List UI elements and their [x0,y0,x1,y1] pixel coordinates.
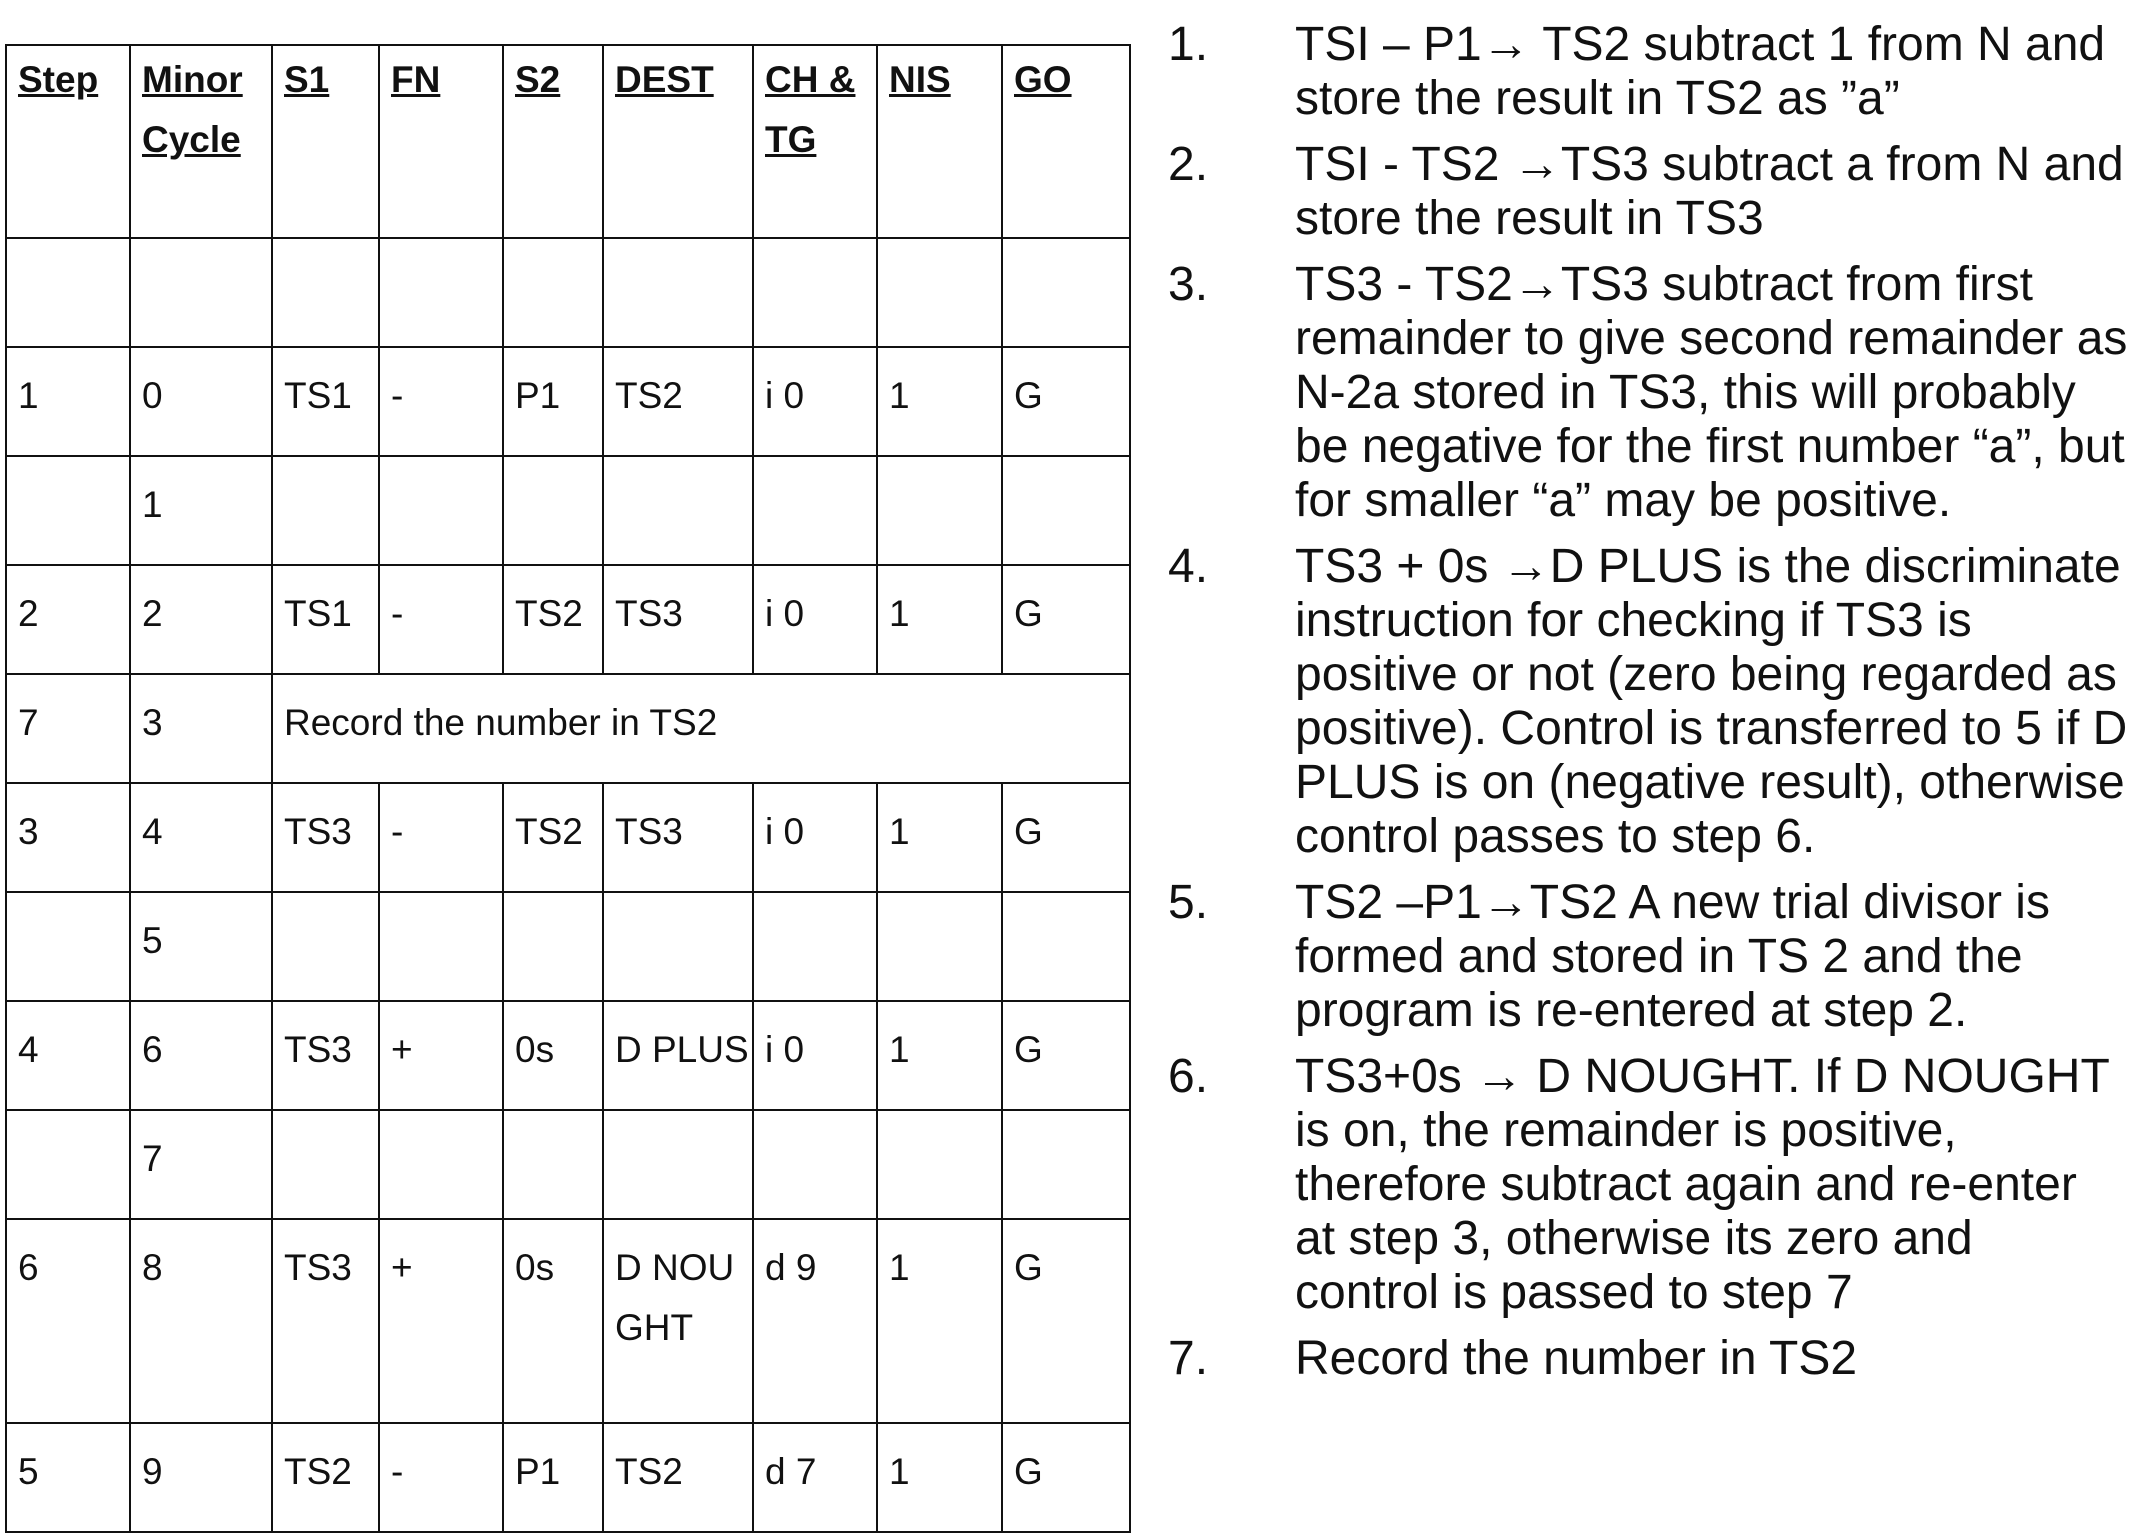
table-cell: 1 [877,1423,1002,1532]
note-number: 7. [1168,1332,1209,1385]
note-text: TS3 - TS2→TS3 subtract from first remainder to give second remainder as N-2a stored in TS3, this will probably be negative for the first number “a”, but for smaller “a” may be positive. [1295,258,2128,527]
table-cell: 9 [130,1423,272,1532]
table-cell [603,892,753,1001]
table-cell [272,456,379,565]
header-s2: S2 [503,45,603,238]
header-step: Step [6,45,130,238]
table-cell: 4 [6,1001,130,1110]
table-row [6,565,1130,674]
header-fn: FN [379,45,503,238]
table-cell [603,1110,753,1219]
notes-list [1168,18,2128,1398]
table-cell: D PLUS [603,1001,753,1110]
table-cell: D NOUGHT [603,1219,753,1423]
table-cell: 4 [130,783,272,892]
table-cell [603,456,753,565]
table-row [6,456,1130,565]
table-cell: 1 [877,1219,1002,1423]
table-cell [379,238,503,347]
table-row [6,238,1130,347]
table-cell: i 0 [753,347,877,456]
table-cell: G [1002,565,1130,674]
table-cell: TS1 [272,565,379,674]
header-minor-cycle: Minor Cycle [130,45,272,238]
note-item [1168,18,2128,126]
table-cell [379,1110,503,1219]
table-row [6,1423,1130,1532]
table-cell: d 9 [753,1219,877,1423]
table-cell [1002,456,1130,565]
note-number: 4. [1168,540,1209,593]
note-item [1168,258,2128,528]
table-cell: 0s [503,1001,603,1110]
table-cell: 0s [503,1219,603,1423]
table-cell: TS3 [603,565,753,674]
table-cell: TS2 [603,347,753,456]
table-cell: TS3 [272,1219,379,1423]
table-cell: 1 [6,347,130,456]
table-header-row [6,45,1130,238]
table-cell: 8 [130,1219,272,1423]
table-cell: 1 [130,456,272,565]
table-cell: TS2 [603,1423,753,1532]
note-number: 5. [1168,876,1209,929]
table-row [6,1001,1130,1110]
table-cell [6,1110,130,1219]
note-number: 2. [1168,138,1209,191]
note-text: TS3+0s → D NOUGHT. If D NOUGHT is on, the remainder is positive, therefore subtract again and re-enter at step 3, otherwise its zero and control is passed to step 7 [1295,1050,2109,1319]
note-text: TSI - TS2 →TS3 subtract a from N and store the result in TS3 [1295,138,2124,245]
table-cell: 2 [6,565,130,674]
table-cell [503,1110,603,1219]
table-row [6,347,1130,456]
table-cell: TS3 [272,1001,379,1110]
table-cell [6,456,130,565]
table-cell [379,456,503,565]
note-item [1168,1332,2128,1386]
table-cell: TS3 [272,783,379,892]
header-go: GO [1002,45,1130,238]
table-row [6,1110,1130,1219]
table-cell: 3 [6,783,130,892]
table-cell [272,1110,379,1219]
note-number: 3. [1168,258,1209,311]
table-cell [1002,892,1130,1001]
note-text: TSI – P1→ TS2 subtract 1 from N and store the result in TS2 as ”a” [1295,18,2106,125]
table-cell [1002,238,1130,347]
table-cell: 5 [130,892,272,1001]
table-cell: 1 [877,565,1002,674]
table-cell: 7 [130,1110,272,1219]
table-cell: + [379,1219,503,1423]
table-merged-cell: Record the number in TS2 [272,674,1130,783]
table-cell: 2 [130,565,272,674]
note-text: Record the number in TS2 [1295,1332,1858,1385]
note-item [1168,540,2128,864]
table-cell: 1 [877,1001,1002,1110]
table-cell [603,238,753,347]
table-cell: P1 [503,1423,603,1532]
table-cell [503,456,603,565]
table-cell [6,238,130,347]
table-cell [753,456,877,565]
note-number: 1. [1168,18,1209,71]
table-cell [753,892,877,1001]
table-cell [6,892,130,1001]
table-cell [877,892,1002,1001]
table-cell: G [1002,783,1130,892]
table-cell [503,238,603,347]
table-cell: TS2 [272,1423,379,1532]
table-cell [877,456,1002,565]
table-cell: - [379,1423,503,1532]
table-cell: TS2 [503,783,603,892]
table-cell: i 0 [753,783,877,892]
table-row [6,892,1130,1001]
table-cell: TS3 [603,783,753,892]
table-cell: i 0 [753,1001,877,1110]
table-cell: - [379,347,503,456]
table-cell [272,892,379,1001]
note-item [1168,876,2128,1038]
table-cell: G [1002,1219,1130,1423]
note-number: 6. [1168,1050,1209,1103]
table-cell: TS2 [503,565,603,674]
table-cell: 7 [6,674,130,783]
table-cell [503,892,603,1001]
table-cell: G [1002,1423,1130,1532]
note-item [1168,1050,2128,1320]
table-cell [877,238,1002,347]
table-cell: G [1002,1001,1130,1110]
table-cell: 1 [877,783,1002,892]
table-cell: + [379,1001,503,1110]
header-ch-tg: CH &TG [753,45,877,238]
table-cell [379,892,503,1001]
table-row [6,674,1130,783]
table-cell: G [1002,347,1130,456]
table-cell: - [379,565,503,674]
table-cell [272,238,379,347]
table-cell: 1 [877,347,1002,456]
table-row [6,1219,1130,1423]
table-cell: 6 [6,1219,130,1423]
note-item [1168,138,2128,246]
table-cell: d 7 [753,1423,877,1532]
header-dest: DEST [603,45,753,238]
table-cell [753,238,877,347]
table-cell: 3 [130,674,272,783]
table-row [6,783,1130,892]
table-body [6,238,1130,1532]
table-cell: 6 [130,1001,272,1110]
table-cell: 0 [130,347,272,456]
table-cell [753,1110,877,1219]
table-cell: 5 [6,1423,130,1532]
header-s1: S1 [272,45,379,238]
table-cell: i 0 [753,565,877,674]
table-cell: - [379,783,503,892]
table-cell [130,238,272,347]
program-table [5,44,1131,1533]
table-cell [877,1110,1002,1219]
table-cell [1002,1110,1130,1219]
note-text: TS2 –P1→TS2 A new trial divisor is formed and stored in TS 2 and the program is re-entered at step 2. [1295,876,2050,1037]
note-text: TS3 + 0s →D PLUS is the discriminate instruction for checking if TS3 is positive or not (zero being regarded as positive). Control is transferred to 5 if D PLUS is on (negative result), otherwise control passes to step 6. [1295,540,2128,863]
table-cell: TS1 [272,347,379,456]
table-cell: P1 [503,347,603,456]
header-nis: NIS [877,45,1002,238]
